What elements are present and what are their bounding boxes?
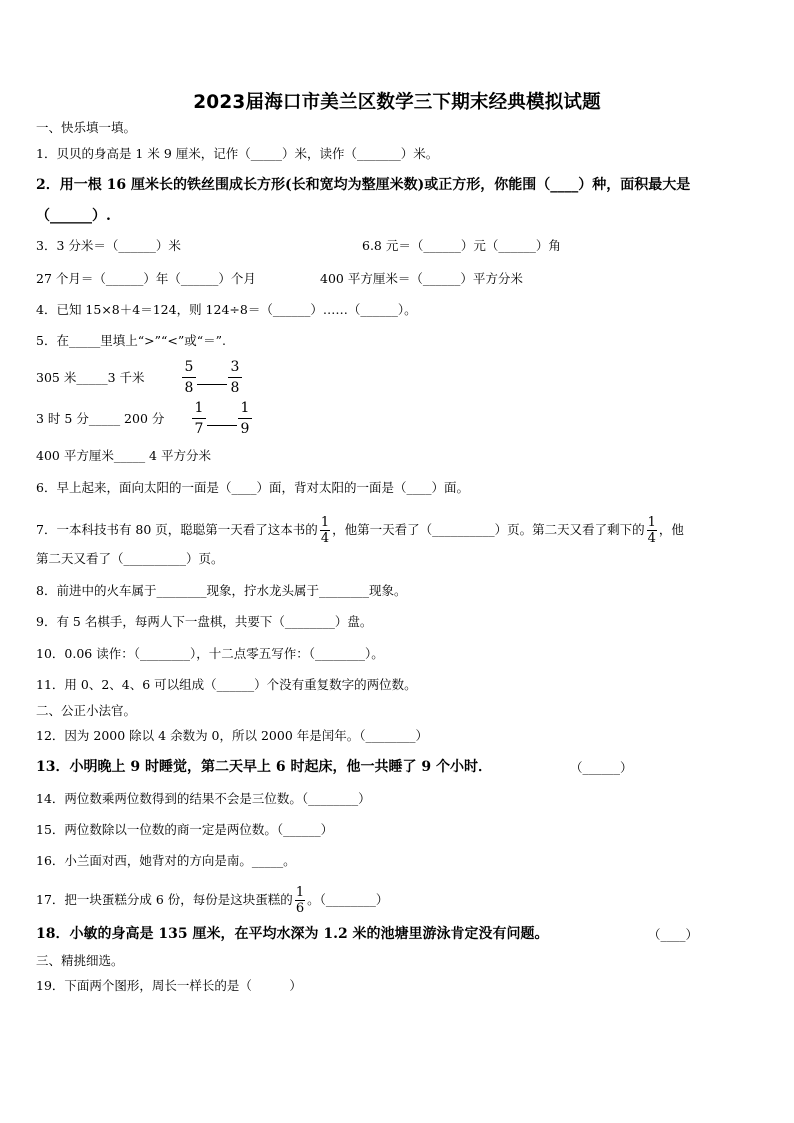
question-13: 13．小明晚上 9 时睡觉，第二天早上 6 时起床，他一共睡了 9 个小时． bbox=[36, 759, 492, 775]
question-6: 6．早上起来，面向太阳的一面是（____）面，背对太阳的一面是（____）面。 bbox=[36, 480, 469, 495]
question-4: 4．已知 15×8＋4＝124，则 124÷8＝（______）……（______）。 bbox=[36, 302, 417, 317]
question-9: 9．有 5 名棋手，每两人下一盘棋，共要下（________）盘。 bbox=[36, 614, 373, 629]
page-title: 2023届海口市美兰区数学三下期末经典模拟试题 bbox=[193, 92, 601, 113]
section-heading-1: 一、快乐填一填。 bbox=[36, 120, 137, 135]
question-3-part-d: 400 平方厘米＝（______）平方分米 bbox=[320, 271, 523, 286]
fraction-right: 3 8 bbox=[228, 357, 242, 398]
compare-blank bbox=[197, 384, 227, 385]
question-3-part-b: 6.8 元＝（______）元（______）角 bbox=[362, 238, 561, 253]
question-18-answer-blank: （____） bbox=[648, 927, 699, 942]
question-7-line-2: 第二天又看了（__________）页。 bbox=[36, 551, 224, 566]
fraction-left: 5 8 bbox=[182, 357, 196, 398]
fraction-one-quarter: $\frac{1}{4}$ bbox=[647, 515, 656, 546]
section-heading-3: 三、精挑细选。 bbox=[36, 953, 124, 968]
fraction-one-quarter: $\frac{1}{4}$ bbox=[320, 515, 330, 546]
question-10: 10．0.06 读作：（________），十二点零五写作：（________）。 bbox=[36, 646, 384, 661]
question-2-line-1: 2．用一根 16 厘米长的铁丝围成长方形(长和宽均为整厘米数)或正方形，你能围（____）种，面积最大是 bbox=[36, 177, 691, 193]
compare-blank bbox=[207, 425, 237, 426]
fraction-one-sixth: $\frac{1}{6}$ bbox=[295, 885, 305, 916]
question-7-line-1: 7．一本科技书有 80 页，聪聪第一天看了这本书的 $\frac{1}{4}$ ，他第一天看了（__________）页。第二天又看了剩下的 $\frac{1}{4}$ ，他 bbox=[36, 515, 684, 546]
question-3-part-c: 27 个月＝（______）年（______）个月 bbox=[36, 271, 256, 286]
fraction-compare-a bbox=[182, 357, 242, 399]
fraction-compare-b bbox=[192, 398, 252, 440]
question-5-item-c: 400 平方厘米_____ 4 平方分米 bbox=[36, 448, 211, 463]
question-13-answer-blank: （______） bbox=[570, 760, 633, 775]
question-16: 16．小兰面对西，她背对的方向是南。_____。 bbox=[36, 853, 296, 868]
fraction-right: 1 9 bbox=[238, 398, 252, 439]
question-18: 18．小敏的身高是 135 厘米，在平均水深为 1.2 米的池塘里游泳肯定没有问题。 bbox=[36, 926, 549, 942]
question-15: 15．两位数除以一位数的商一定是两位数。（______） bbox=[36, 822, 334, 837]
question-5: 5．在_____里填上“>”“<”或“＝”. bbox=[36, 333, 226, 348]
fraction-left: 1 7 bbox=[192, 398, 206, 439]
question-12: 12．因为 2000 除以 4 余数为 0，所以 2000 年是闰年。（________） bbox=[36, 728, 428, 743]
question-11: 11．用 0、2、4、6 可以组成（______）个没有重复数字的两位数。 bbox=[36, 677, 417, 692]
question-2-line-2: （______）. bbox=[36, 208, 111, 224]
question-19: 19．下面两个图形，周长一样长的是（ ） bbox=[36, 978, 302, 993]
question-1: 1．贝贝的身高是 1 米 9 厘米，记作（_____）米，读作（_______）米。 bbox=[36, 146, 439, 161]
question-14: 14．两位数乘两位数得到的结果不会是三位数。（________） bbox=[36, 791, 371, 806]
question-8: 8．前进中的火车属于________现象，拧水龙头属于________现象。 bbox=[36, 583, 407, 598]
section-heading-2: 二、公正小法官。 bbox=[36, 703, 137, 718]
question-5-item-a: 305 米_____3 千米 bbox=[36, 370, 145, 385]
question-17: 17．把一块蛋糕分成 6 份，每份是这块蛋糕的 $\frac{1}{6}$ 。（________） bbox=[36, 885, 389, 916]
question-5-item-b: 3 时 5 分_____ 200 分 bbox=[36, 411, 165, 426]
question-3-part-a: 3．3 分米＝（______）米 bbox=[36, 238, 181, 253]
